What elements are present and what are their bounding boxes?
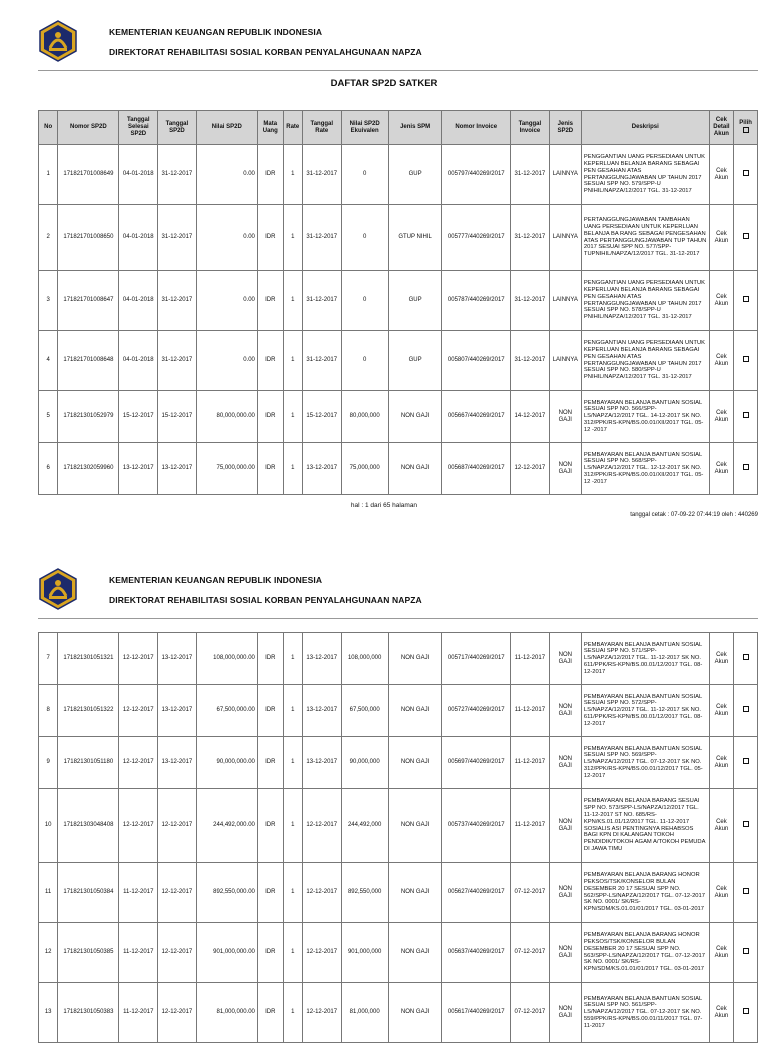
table-row bbox=[39, 145, 758, 205]
check-account-link[interactable]: Cek Akun bbox=[709, 737, 734, 789]
sp2d-value: 0.00 bbox=[196, 205, 257, 271]
row-number: 3 bbox=[39, 271, 58, 331]
invoice-number: 005697/440269/2017 bbox=[442, 737, 511, 789]
invoice-date: 31-12-2017 bbox=[511, 331, 550, 391]
sp2d-number: 171821701008647 bbox=[58, 271, 119, 331]
invoice-date: 07-12-2017 bbox=[511, 923, 550, 983]
rate-date: 15-12-2017 bbox=[302, 391, 341, 443]
sp2d-number: 171821301052979 bbox=[58, 391, 119, 443]
rate-date: 13-12-2017 bbox=[302, 633, 341, 685]
select-cell bbox=[734, 331, 758, 391]
sp2d-type: NON GAJI bbox=[549, 923, 581, 983]
sp2d-type: LAINNYA bbox=[549, 271, 581, 331]
rate: 1 bbox=[283, 633, 302, 685]
rate: 1 bbox=[283, 923, 302, 983]
sp2d-value: 81,000,000.00 bbox=[196, 983, 257, 1043]
completion-date: 04-01-2018 bbox=[119, 205, 158, 271]
equivalent-value: 0 bbox=[341, 145, 388, 205]
invoice-date: 11-12-2017 bbox=[511, 633, 550, 685]
column-header: Pilih bbox=[734, 111, 758, 145]
sp2d-number: 171821301050385 bbox=[58, 923, 119, 983]
currency: IDR bbox=[257, 205, 283, 271]
select-checkbox[interactable] bbox=[743, 821, 749, 827]
header-divider bbox=[38, 70, 758, 71]
sp2d-value: 90,000,000.00 bbox=[196, 737, 257, 789]
page-header-2 bbox=[0, 548, 768, 608]
invoice-number: 005667/440269/2017 bbox=[442, 391, 511, 443]
completion-date: 04-01-2018 bbox=[119, 145, 158, 205]
table-row bbox=[39, 271, 758, 331]
rate-date: 31-12-2017 bbox=[302, 145, 341, 205]
select-cell bbox=[734, 737, 758, 789]
column-header: Cek Detail Akun bbox=[709, 111, 734, 145]
currency: IDR bbox=[257, 923, 283, 983]
invoice-date: 14-12-2017 bbox=[511, 391, 550, 443]
equivalent-value: 108,000,000 bbox=[341, 633, 388, 685]
select-checkbox[interactable] bbox=[743, 706, 749, 712]
sp2d-number: 171821701008648 bbox=[58, 331, 119, 391]
description: PEMBAYARAN BELANJA BARANG SESUAI SPP NO. 573/SPP-LS/NAPZA/12/2017 TGL. 11-12-2017 ST NO. 685/RS-KPN/KS.01.01/12/2017 TGL. 11-12-2017 SOSIALIS ASI PENTINGNYA REHABSOS BAGI KPN DI KALANGAN TOKOH PENDIDIK/TOKOH AGAM A/TOKOH PEMUDA DI JAWA TIMU bbox=[581, 789, 709, 863]
row-number: 5 bbox=[39, 391, 58, 443]
rate: 1 bbox=[283, 737, 302, 789]
column-header: Nomor Invoice bbox=[442, 111, 511, 145]
sp2d-value: 892,550,000.00 bbox=[196, 863, 257, 923]
invoice-date: 11-12-2017 bbox=[511, 737, 550, 789]
equivalent-value: 892,550,000 bbox=[341, 863, 388, 923]
rate: 1 bbox=[283, 205, 302, 271]
row-number: 1 bbox=[39, 145, 58, 205]
sp2d-value: 75,000,000.00 bbox=[196, 443, 257, 495]
header-divider bbox=[38, 618, 758, 619]
row-number: 2 bbox=[39, 205, 58, 271]
select-checkbox[interactable] bbox=[743, 948, 749, 954]
invoice-date: 31-12-2017 bbox=[511, 271, 550, 331]
column-header: Tanggal SP2D bbox=[158, 111, 197, 145]
equivalent-value: 0 bbox=[341, 331, 388, 391]
description: PERTANGGUNGJAWABAN TAMBAHAN UANG PERSEDIAAN UNTUK KEPERLUAN BELANJA BA RANG SEBAGAI PENGESAHAN ATAS PERTANGGUNGJAWABAN TUP TAHUN 2017 SESUAI SPP NO. 577/SPP-TUPNIHIL/NAPZA/12/2017 TGL. 31-12-2017 bbox=[581, 205, 709, 271]
select-cell bbox=[734, 271, 758, 331]
currency: IDR bbox=[257, 145, 283, 205]
table-row bbox=[39, 443, 758, 495]
check-account-link[interactable]: Cek Akun bbox=[709, 863, 734, 923]
select-all-checkbox[interactable] bbox=[743, 127, 749, 133]
spm-type: GUP bbox=[388, 271, 442, 331]
currency: IDR bbox=[257, 737, 283, 789]
invoice-date: 31-12-2017 bbox=[511, 145, 550, 205]
description: PENGGANTIAN UANG PERSEDIAAN UNTUK KEPERLUAN BELANJA BARANG SEBAGAI PEN GESAHAN ATAS PERTANGGUNGJAWABAN UP TAHUN 2017 SESUAI SPP NO. 579/SPP-U PNIHIL/NAPZA/12/2017 TGL. 31-12-2017 bbox=[581, 145, 709, 205]
description: PEMBAYARAN BELANJA BARANG HONOR PEKSOS/TSK/KONSELOR BULAN DESEMBER 20 17 SESUAI SPP NO. 563/SPP-LS/NAPZA/12/2017 TGL. 07-12-2017 SK NO. 0001/ SK/RS-KPN/SDM/KS.01.01/01/2017 TGL. 03-01-2017 bbox=[581, 923, 709, 983]
invoice-date: 31-12-2017 bbox=[511, 205, 550, 271]
select-cell bbox=[734, 443, 758, 495]
currency: IDR bbox=[257, 863, 283, 923]
description: PEMBAYARAN BELANJA BANTUAN SOSIAL SESUAI SPP NO. 571/SPP-LS/NAPZA/12/2017 TGL. 11-12-2017 SK NO. 611/PPK/RS-KPN/BS.00.01/12/2017 TGL. 08-12-2017 bbox=[581, 633, 709, 685]
rate: 1 bbox=[283, 443, 302, 495]
completion-date: 04-01-2018 bbox=[119, 331, 158, 391]
select-checkbox[interactable] bbox=[743, 412, 749, 418]
print-info: tanggal cetak : 07-09-22 07:44:19 oleh : 440269 bbox=[630, 512, 758, 518]
sp2d-date: 13-12-2017 bbox=[158, 737, 197, 789]
sp2d-type: NON GAJI bbox=[549, 685, 581, 737]
completion-date: 11-12-2017 bbox=[119, 923, 158, 983]
invoice-number: 005737/440269/2017 bbox=[442, 789, 511, 863]
completion-date: 12-12-2017 bbox=[119, 685, 158, 737]
sp2d-type: NON GAJI bbox=[549, 443, 581, 495]
rate: 1 bbox=[283, 331, 302, 391]
spm-type: NON GAJI bbox=[388, 863, 442, 923]
currency: IDR bbox=[257, 983, 283, 1043]
sp2d-type: LAINNYA bbox=[549, 145, 581, 205]
rate: 1 bbox=[283, 271, 302, 331]
sp2d-date: 31-12-2017 bbox=[158, 145, 197, 205]
select-checkbox[interactable] bbox=[743, 170, 749, 176]
sp2d-number: 171821701008650 bbox=[58, 205, 119, 271]
sp2d-date: 15-12-2017 bbox=[158, 391, 197, 443]
rate: 1 bbox=[283, 789, 302, 863]
table-row bbox=[39, 737, 758, 789]
check-account-link[interactable]: Cek Akun bbox=[709, 391, 734, 443]
select-checkbox[interactable] bbox=[743, 464, 749, 470]
invoice-date: 07-12-2017 bbox=[511, 983, 550, 1043]
select-checkbox[interactable] bbox=[743, 758, 749, 764]
invoice-number: 005797/440269/2017 bbox=[442, 145, 511, 205]
invoice-number: 005687/440269/2017 bbox=[442, 443, 511, 495]
completion-date: 11-12-2017 bbox=[119, 983, 158, 1043]
column-header: Jenis SPM bbox=[388, 111, 442, 145]
sp2d-date: 13-12-2017 bbox=[158, 633, 197, 685]
table-row bbox=[39, 789, 758, 863]
sp2d-type: LAINNYA bbox=[549, 205, 581, 271]
sp2d-type: NON GAJI bbox=[549, 789, 581, 863]
table-row bbox=[39, 685, 758, 737]
sp2d-number: 171821701008649 bbox=[58, 145, 119, 205]
row-number: 9 bbox=[39, 737, 58, 789]
row-number: 11 bbox=[39, 863, 58, 923]
column-header: Jenis SP2D bbox=[549, 111, 581, 145]
currency: IDR bbox=[257, 271, 283, 331]
check-account-link[interactable]: Cek Akun bbox=[709, 205, 734, 271]
select-checkbox[interactable] bbox=[743, 356, 749, 362]
rate-date: 12-12-2017 bbox=[302, 863, 341, 923]
sp2d-value: 80,000,000.00 bbox=[196, 391, 257, 443]
spm-type: NON GAJI bbox=[388, 443, 442, 495]
description: PEMBAYARAN BELANJA BANTUAN SOSIAL SESUAI SPP NO. 569/SPP-LS/NAPZA/12/2017 TGL. 07-12-2017 SK NO. 312/PPK/RS-KPN/BS.00.01/12/2017 TGL. 05-12-2017 bbox=[581, 737, 709, 789]
sp2d-date: 13-12-2017 bbox=[158, 685, 197, 737]
row-number: 8 bbox=[39, 685, 58, 737]
sp2d-date: 31-12-2017 bbox=[158, 271, 197, 331]
column-header: Nomor SP2D bbox=[58, 111, 119, 145]
description: PENGGANTIAN UANG PERSEDIAAN UNTUK KEPERLUAN BELANJA BARANG SEBAGAI PEN GESAHAN ATAS PERTANGGUNGJAWABAN UP TAHUN 2017 SESUAI SPP NO. 578/SPP-U PNIHIL/NAPZA/12/2017 TGL. 31-12-2017 bbox=[581, 271, 709, 331]
description: PENGGANTIAN UANG PERSEDIAAN UNTUK KEPERLUAN BELANJA BARANG SEBAGAI PEN GESAHAN ATAS PERTANGGUNGJAWABAN UP TAHUN 2017 SESUAI SPP NO. 580/SPP-U PNIHIL/NAPZA/12/2017 TGL. 31-12-2017 bbox=[581, 331, 709, 391]
sp2d-number: 171821303048408 bbox=[58, 789, 119, 863]
directorate-name: DIREKTORAT REHABILITASI SOSIAL KORBAN PENYALAHGUNAAN NAPZA bbox=[109, 47, 422, 57]
invoice-number: 005807/440269/2017 bbox=[442, 331, 511, 391]
completion-date: 13-12-2017 bbox=[119, 443, 158, 495]
column-header: Deskripsi bbox=[581, 111, 709, 145]
check-account-link[interactable]: Cek Akun bbox=[709, 331, 734, 391]
sp2d-value: 901,000,000.00 bbox=[196, 923, 257, 983]
rate: 1 bbox=[283, 145, 302, 205]
sp2d-date: 12-12-2017 bbox=[158, 983, 197, 1043]
spm-type: NON GAJI bbox=[388, 633, 442, 685]
select-cell bbox=[734, 789, 758, 863]
page-2 bbox=[0, 548, 768, 1029]
check-account-link[interactable]: Cek Akun bbox=[709, 633, 734, 685]
sp2d-value: 0.00 bbox=[196, 331, 257, 391]
directorate-name: DIREKTORAT REHABILITASI SOSIAL KORBAN PENYALAHGUNAAN NAPZA bbox=[109, 595, 422, 605]
description: PEMBAYARAN BELANJA BANTUAN SOSIAL SESUAI SPP NO. 568/SPP-LS/NAPZA/12/2017 TGL. 12-12-2017 SK NO. 312/PPK/RS-KPN/BS.00.01/XII/2017 TGL. 05-12 -2017 bbox=[581, 443, 709, 495]
select-checkbox[interactable] bbox=[743, 888, 749, 894]
ministry-name: KEMENTERIAN KEUANGAN REPUBLIK INDONESIA bbox=[109, 27, 323, 37]
invoice-number: 005777/440269/2017 bbox=[442, 205, 511, 271]
column-header: Tanggal Invoice bbox=[511, 111, 550, 145]
check-account-link[interactable]: Cek Akun bbox=[709, 983, 734, 1043]
equivalent-value: 0 bbox=[341, 205, 388, 271]
invoice-number: 005787/440269/2017 bbox=[442, 271, 511, 331]
check-account-link[interactable]: Cek Akun bbox=[709, 443, 734, 495]
description: PEMBAYARAN BELANJA BARANG HONOR PEKSOS/TSK/KONSELOR BULAN DESEMBER 20 17 SESUAI SPP NO. 562/SPP-LS/NAPZA/12/2017 TGL. 07-12-2017 SK NO. 0001/ SK/RS-KPN/SDM/KS.01.01/01/2017 TGL. 03-01-2017 bbox=[581, 863, 709, 923]
sp2d-table-page-1 bbox=[38, 110, 758, 495]
column-header: No bbox=[39, 111, 58, 145]
invoice-date: 12-12-2017 bbox=[511, 443, 550, 495]
description: PEMBAYARAN BELANJA BANTUAN SOSIAL SESUAI SPP NO. 572/SPP-LS/NAPZA/12/2017 TGL. 11-12-2017 SK NO. 611/PPK/RS-KPN/BS.00.01/12/2017 TGL. 08-12-2017 bbox=[581, 685, 709, 737]
spm-type: NON GAJI bbox=[388, 685, 442, 737]
table-row bbox=[39, 983, 758, 1043]
spm-type: GTUP NIHIL bbox=[388, 205, 442, 271]
check-account-link[interactable]: Cek Akun bbox=[709, 789, 734, 863]
invoice-number: 005627/440269/2017 bbox=[442, 863, 511, 923]
check-account-link[interactable]: Cek Akun bbox=[709, 923, 734, 983]
sp2d-value: 0.00 bbox=[196, 145, 257, 205]
rate: 1 bbox=[283, 685, 302, 737]
equivalent-value: 75,000,000 bbox=[341, 443, 388, 495]
table-row bbox=[39, 331, 758, 391]
rate-date: 12-12-2017 bbox=[302, 789, 341, 863]
sp2d-date: 12-12-2017 bbox=[158, 923, 197, 983]
completion-date: 12-12-2017 bbox=[119, 737, 158, 789]
sp2d-date: 13-12-2017 bbox=[158, 443, 197, 495]
sp2d-number: 171821301051322 bbox=[58, 685, 119, 737]
select-cell bbox=[734, 145, 758, 205]
rate: 1 bbox=[283, 863, 302, 923]
column-header: Tanggal Selesai SP2D bbox=[119, 111, 158, 145]
completion-date: 04-01-2018 bbox=[119, 271, 158, 331]
completion-date: 12-12-2017 bbox=[119, 633, 158, 685]
currency: IDR bbox=[257, 443, 283, 495]
equivalent-value: 80,000,000 bbox=[341, 391, 388, 443]
sp2d-table-page-2 bbox=[38, 632, 758, 1043]
row-number: 7 bbox=[39, 633, 58, 685]
spm-type: GUP bbox=[388, 145, 442, 205]
sp2d-number: 171821301051321 bbox=[58, 633, 119, 685]
ministry-name: KEMENTERIAN KEUANGAN REPUBLIK INDONESIA bbox=[109, 575, 323, 585]
rate-date: 12-12-2017 bbox=[302, 983, 341, 1043]
sp2d-type: NON GAJI bbox=[549, 737, 581, 789]
equivalent-value: 244,492,000 bbox=[341, 789, 388, 863]
currency: IDR bbox=[257, 633, 283, 685]
sp2d-number: 171821301050384 bbox=[58, 863, 119, 923]
invoice-date: 11-12-2017 bbox=[511, 685, 550, 737]
currency: IDR bbox=[257, 789, 283, 863]
equivalent-value: 81,000,000 bbox=[341, 983, 388, 1043]
sp2d-type: NON GAJI bbox=[549, 633, 581, 685]
sp2d-type: NON GAJI bbox=[549, 391, 581, 443]
completion-date: 15-12-2017 bbox=[119, 391, 158, 443]
column-header: Nilai SP2D bbox=[196, 111, 257, 145]
select-cell bbox=[734, 685, 758, 737]
table-header-row bbox=[39, 111, 758, 145]
column-header: Rate bbox=[283, 111, 302, 145]
equivalent-value: 0 bbox=[341, 271, 388, 331]
select-checkbox[interactable] bbox=[743, 654, 749, 660]
select-cell bbox=[734, 205, 758, 271]
select-checkbox[interactable] bbox=[743, 1008, 749, 1014]
ministry-logo-icon bbox=[38, 20, 78, 62]
spm-type: NON GAJI bbox=[388, 789, 442, 863]
equivalent-value: 90,000,000 bbox=[341, 737, 388, 789]
page-header bbox=[0, 0, 768, 60]
rate-date: 31-12-2017 bbox=[302, 205, 341, 271]
select-cell bbox=[734, 983, 758, 1043]
select-cell bbox=[734, 633, 758, 685]
completion-date: 11-12-2017 bbox=[119, 863, 158, 923]
rate-date: 13-12-2017 bbox=[302, 737, 341, 789]
check-account-link[interactable]: Cek Akun bbox=[709, 685, 734, 737]
rate-date: 31-12-2017 bbox=[302, 331, 341, 391]
row-number: 6 bbox=[39, 443, 58, 495]
page-number: hal : 1 dari 65 halaman bbox=[350, 502, 418, 509]
invoice-number: 005617/440269/2017 bbox=[442, 983, 511, 1043]
sp2d-value: 67,500,000.00 bbox=[196, 685, 257, 737]
spm-type: GUP bbox=[388, 331, 442, 391]
sp2d-date: 31-12-2017 bbox=[158, 331, 197, 391]
document-title: DAFTAR SP2D SATKER bbox=[330, 78, 438, 89]
currency: IDR bbox=[257, 685, 283, 737]
sp2d-value: 0.00 bbox=[196, 271, 257, 331]
sp2d-type: LAINNYA bbox=[549, 331, 581, 391]
invoice-number: 005637/440269/2017 bbox=[442, 923, 511, 983]
spm-type: NON GAJI bbox=[388, 391, 442, 443]
completion-date: 12-12-2017 bbox=[119, 789, 158, 863]
currency: IDR bbox=[257, 391, 283, 443]
select-cell bbox=[734, 863, 758, 923]
check-account-link[interactable]: Cek Akun bbox=[709, 271, 734, 331]
sp2d-number: 171821301051180 bbox=[58, 737, 119, 789]
equivalent-value: 67,500,000 bbox=[341, 685, 388, 737]
ministry-logo-icon bbox=[38, 568, 78, 610]
select-checkbox[interactable] bbox=[743, 296, 749, 302]
select-checkbox[interactable] bbox=[743, 233, 749, 239]
rate: 1 bbox=[283, 391, 302, 443]
sp2d-value: 244,492,000.00 bbox=[196, 789, 257, 863]
spm-type: NON GAJI bbox=[388, 923, 442, 983]
column-header: Nilai SP2D Ekuivalen bbox=[341, 111, 388, 145]
sp2d-value: 108,000,000.00 bbox=[196, 633, 257, 685]
sp2d-date: 12-12-2017 bbox=[158, 789, 197, 863]
sp2d-date: 31-12-2017 bbox=[158, 205, 197, 271]
row-number: 13 bbox=[39, 983, 58, 1043]
column-header: Mata Uang bbox=[257, 111, 283, 145]
rate-date: 31-12-2017 bbox=[302, 271, 341, 331]
invoice-date: 11-12-2017 bbox=[511, 789, 550, 863]
sp2d-date: 12-12-2017 bbox=[158, 863, 197, 923]
column-header: Tanggal Rate bbox=[302, 111, 341, 145]
spm-type: NON GAJI bbox=[388, 737, 442, 789]
sp2d-type: NON GAJI bbox=[549, 983, 581, 1043]
rate-date: 12-12-2017 bbox=[302, 923, 341, 983]
table-row bbox=[39, 205, 758, 271]
invoice-number: 005717/440269/2017 bbox=[442, 633, 511, 685]
row-number: 10 bbox=[39, 789, 58, 863]
rate-date: 13-12-2017 bbox=[302, 685, 341, 737]
invoice-date: 07-12-2017 bbox=[511, 863, 550, 923]
table-row bbox=[39, 863, 758, 923]
row-number: 4 bbox=[39, 331, 58, 391]
description: PEMBAYARAN BELANJA BANTUAN SOSIAL SESUAI SPP NO. 566/SPP-LS/NAPZA/12/2017 TGL. 14-12-2017 SK NO. 312/PPK/RS-KPN/BS.00.01/XII/2017 TGL. 05-12 -2017 bbox=[581, 391, 709, 443]
invoice-number: 005727/440269/2017 bbox=[442, 685, 511, 737]
spm-type: NON GAJI bbox=[388, 983, 442, 1043]
check-account-link[interactable]: Cek Akun bbox=[709, 145, 734, 205]
sp2d-type: NON GAJI bbox=[549, 863, 581, 923]
rate: 1 bbox=[283, 983, 302, 1043]
currency: IDR bbox=[257, 331, 283, 391]
rate-date: 13-12-2017 bbox=[302, 443, 341, 495]
row-number: 12 bbox=[39, 923, 58, 983]
sp2d-number: 171821301050383 bbox=[58, 983, 119, 1043]
table-row bbox=[39, 923, 758, 983]
select-cell bbox=[734, 391, 758, 443]
table-row bbox=[39, 391, 758, 443]
sp2d-number: 171821302059960 bbox=[58, 443, 119, 495]
select-cell bbox=[734, 923, 758, 983]
equivalent-value: 901,000,000 bbox=[341, 923, 388, 983]
description: PEMBAYARAN BELANJA BANTUAN SOSIAL SESUAI SPP NO. 561/SPP-LS/NAPZA/12/2017 TGL. 07-12-2017 SK NO. 559/PPK/RS-KPN/BS.00.01/11/2017 TGL. 07-11-2017 bbox=[581, 983, 709, 1043]
table-row bbox=[39, 633, 758, 685]
